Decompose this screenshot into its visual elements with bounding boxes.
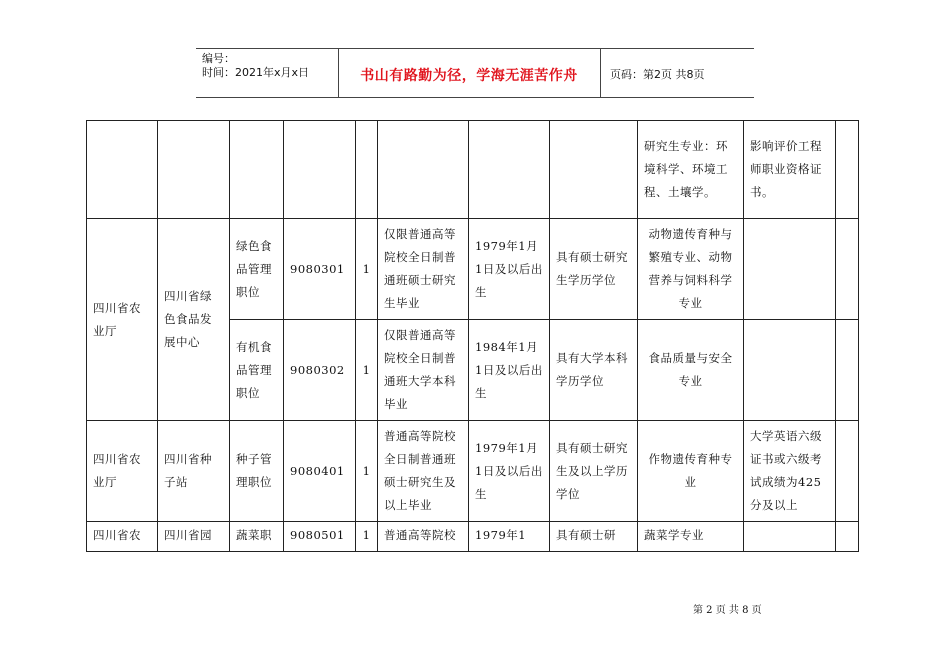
unit-cell: 四川省园	[158, 522, 230, 552]
other-cell	[744, 320, 836, 421]
requirement-cell: 普通高等院校	[378, 522, 469, 552]
major-cell: 蔬菜学专业	[638, 522, 744, 552]
code-cell	[284, 121, 356, 219]
code-cell: 9080401	[284, 421, 356, 522]
age-cell: 1979年1月1日及以后出生	[469, 421, 550, 522]
code-cell: 9080301	[284, 219, 356, 320]
other-cell	[744, 219, 836, 320]
dept-cell: 四川省农	[87, 522, 158, 552]
education-cell	[550, 121, 638, 219]
major-cell: 作物遗传育种专业	[638, 421, 744, 522]
position-cell: 绿色食品管理职位	[230, 219, 284, 320]
unit-cell: 四川省绿色食品发展中心	[158, 219, 230, 421]
education-cell: 具有硕士研	[550, 522, 638, 552]
age-cell: 1984年1月1日及以后出生	[469, 320, 550, 421]
header-motto: 书山有路勤为径，学海无涯苦作舟	[360, 68, 578, 84]
dept-cell: 四川省农业厅	[87, 219, 158, 421]
other-cell	[744, 522, 836, 552]
position-cell: 种子管理职位	[230, 421, 284, 522]
empty-cell	[836, 522, 859, 552]
position-cell: 有机食品管理职位	[230, 320, 284, 421]
table-row	[87, 421, 859, 522]
empty-cell	[836, 121, 859, 219]
dept-cell	[87, 121, 158, 219]
position-cell: 蔬菜职	[230, 522, 284, 552]
header-divider	[600, 49, 601, 97]
unit-cell: 四川省种子站	[158, 421, 230, 522]
header-page-label: 页码：第2页 共8页	[610, 68, 705, 81]
recruitment-table	[86, 120, 859, 552]
count-cell: 1	[356, 421, 378, 522]
code-cell: 9080302	[284, 320, 356, 421]
education-cell: 具有大学本科学历学位	[550, 320, 638, 421]
requirement-cell: 普通高等院校全日制普通班硕士研究生及以上毕业	[378, 421, 469, 522]
requirement-cell: 仅限普通高等院校全日制普通班大学本科毕业	[378, 320, 469, 421]
time-label: 时间：2021年x月x日	[202, 66, 310, 79]
major-cell: 食品质量与安全专业	[638, 320, 744, 421]
count-cell: 1	[356, 219, 378, 320]
unit-cell	[158, 121, 230, 219]
table-row	[87, 522, 859, 552]
table-row	[87, 121, 859, 219]
age-cell: 1979年1月1日及以后出生	[469, 219, 550, 320]
age-cell	[469, 121, 550, 219]
count-cell	[356, 121, 378, 219]
dept-cell: 四川省农业厅	[87, 421, 158, 522]
major-cell: 研究生专业：环境科学、环境工程、土壤学。	[638, 121, 744, 219]
education-cell: 具有硕士研究生学历学位	[550, 219, 638, 320]
empty-cell	[836, 421, 859, 522]
page-footer: 第 2 页 共 8 页	[693, 605, 762, 616]
count-cell: 1	[356, 320, 378, 421]
header-meta	[202, 52, 309, 80]
table-row	[87, 219, 859, 320]
requirement-cell: 仅限普通高等院校全日制普通班硕士研究生毕业	[378, 219, 469, 320]
empty-cell	[836, 219, 859, 320]
code-cell: 9080501	[284, 522, 356, 552]
requirement-cell	[378, 121, 469, 219]
major-cell: 动物遗传育种与繁殖专业、动物营养与饲料科学专业	[638, 219, 744, 320]
age-cell: 1979年1	[469, 522, 550, 552]
position-cell	[230, 121, 284, 219]
other-cell: 大学英语六级证书或六级考试成绩为425分及以上	[744, 421, 836, 522]
number-label: 编号：	[202, 52, 235, 65]
education-cell: 具有硕士研究生及以上学历学位	[550, 421, 638, 522]
empty-cell	[836, 320, 859, 421]
other-cell: 影响评价工程师职业资格证书。	[744, 121, 836, 219]
count-cell: 1	[356, 522, 378, 552]
page-header	[196, 48, 754, 98]
